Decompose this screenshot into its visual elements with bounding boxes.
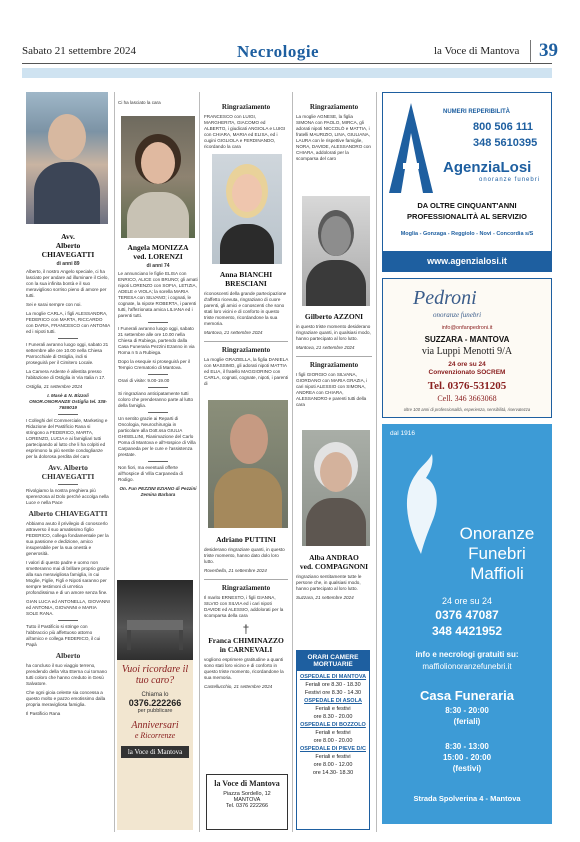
deceased-name: Adriano PUTTINI — [216, 535, 276, 544]
section-heading: Ringraziamento — [309, 103, 359, 111]
deceased-married-name: in CARNEVALI — [219, 645, 273, 654]
section-title: Necrologie — [237, 42, 320, 61]
voce-street: Piazza Sordello, 12 — [223, 791, 271, 797]
ad-logo: la Voce di Mantova — [121, 746, 189, 758]
condolence-text: Che ogni gioia celeste sia concessa a questo molto e pazzo emotissimo dalla propria meravigliosa famiglia. — [26, 690, 106, 707]
obituary-text: Si ringraziano anticipatamente tutti coloro che prenderanno parte al lutto della famiglia. — [118, 391, 194, 408]
ad-voce-ricorrenze — [117, 580, 193, 830]
thanks-text: I figli GIORGIO con SILVANA, GIORDANO con MARIA GRAZIA, i cari nipoti ALESSIO con SIMONA, ANDREA con CHIARA, ALESSANDRO e parenti tutti della cara — [296, 372, 368, 407]
ad-ricorrenze: e Ricorrenze — [134, 731, 176, 740]
ad-agenzia-losi — [382, 92, 552, 272]
maffioli-24h: 24 ore su 24 — [441, 596, 493, 606]
thanks-text: FRANCESCO con LUIGI, MARGHERITA, GIACOMO ed ALBERTO, i giudicati ANGIOLA e LUIGI con CHIARA, MARIA ed ELISA, ed i cugini GIGLIOLA e FERDINANDO, ricordando la cara — [204, 114, 286, 149]
losi-logo-icon — [389, 103, 433, 193]
place-date: Castellucchio, 21 settembre 2024 — [204, 684, 273, 689]
maffioli-since: dal 1916 — [390, 430, 415, 437]
losi-phone-1: 800 506 111 — [473, 121, 533, 133]
voce-city: MANTOVA — [233, 797, 261, 803]
section-heading: Ringraziamento — [309, 361, 359, 369]
hospital-hours: Festivi ore 8.30 - 14.30 — [304, 690, 362, 696]
maffioli-hours-holiday-1: 8:30 - 13:00 — [445, 742, 489, 751]
deceased-name: Angela MONIZZA — [127, 243, 189, 252]
maffioli-line-1: Onoranze — [459, 524, 535, 543]
separator — [58, 620, 78, 621]
funeral-info: La Camera Ardente è allestita presso l'abitazione di Ostiglia in Via Italia n 17. — [26, 369, 106, 380]
maffioli-info-label: info e necrologi gratuiti su: — [415, 650, 519, 659]
deceased-name: Alba ANDRAO — [309, 553, 359, 562]
pedroni-city: SUZZARA - MANTOVA — [424, 335, 510, 344]
portrait-photo — [302, 196, 370, 306]
obituary-text: Un sentito grazie ai Reparti di Oncologia, Neurochirurgia in particolare alla Dott.ssa GIULIA GHISELLINI, Rianimazione del Carlo Poma di Mantova e all'Hospice di Villa Carpaneda per le cure e l'assistenza prestate. — [118, 416, 196, 457]
voce-logo: la Voce di Mantova — [214, 779, 280, 788]
hospital-name: OSPEDALE DI PIEVE D/C — [299, 746, 366, 752]
portrait-photo — [302, 430, 370, 546]
pedroni-email: info@onfanpedroni.it — [441, 325, 493, 331]
separator — [148, 461, 168, 462]
condolence-text: Tutto il Pastificio si stringe con l'abbraccio più affettuoso attorno all'amico e collega FEDERICO, il cui Papà — [26, 624, 101, 647]
mortuary-hours-title: ORARI CAMERE MORTUARIE — [297, 651, 369, 671]
hospital-hours: Feriali e festivi — [315, 730, 351, 736]
section-heading: Ringraziamento — [221, 584, 271, 592]
separator — [58, 484, 78, 485]
maffioli-address: Strada Spolverina 4 - Mantova — [413, 794, 521, 803]
losi-phone-2: 348 5610395 — [473, 137, 538, 149]
dove-icon — [396, 444, 446, 564]
column-divider — [199, 92, 200, 832]
deceased-married-name: ved. COMPAGNONI — [299, 562, 369, 571]
ad-anniversari: Anniversari — [131, 720, 179, 731]
publication-name: la Voce di Mantova — [434, 45, 520, 57]
obituary-text: Sei e sarai sempre con noi. — [26, 302, 82, 307]
condolence-signers: GIAN LUCA ed ANTONELLA, GIOVANNI ed ANTONIA, GIOVANNI e MARIA SOLE RANA. — [26, 599, 110, 616]
column-divider — [376, 92, 377, 832]
thanks-text: La moglie AGNESE, la figlia SIMONA con PAOLO, MIRCA, gli adorati nipoti NICCOLÒ e MATTIA, i fratelli MAURIZIO, LINA, GIULIANA, LAURA con le rispettive famiglie, NORA, DAVIDE, ALESSANDRO con CHIARA, addolorati per la scomparsa del caro — [296, 114, 371, 161]
mortuary-hours-box — [296, 650, 370, 830]
ad-pedroni — [382, 278, 552, 418]
thanks-text: in questo triste momento desiderano ringraziare quanti, in qualsiasi modo, hanno partecipato al loro lutto. — [296, 324, 371, 341]
losi-website: www.agenzialosi.it — [383, 251, 551, 271]
maffioli-phone-2: 348 4421952 — [431, 624, 503, 638]
hospital-hours: Feriali ore 8.30 - 18.30 — [305, 682, 361, 688]
cross-icon: † — [242, 622, 250, 636]
deceased-name: Avv. Alberto CHIAVEGATTI — [41, 463, 95, 481]
funeral-info: I Funerali avranno luogo oggi, sabato 21 settembre alle ore 10.00 nella Chiesa Parrocchiale di Ostiglia, indi si proseguirà per il Cimitero Locale. — [26, 342, 109, 365]
place-date: Mantova, 21 settembre 2024 — [296, 345, 355, 350]
pedroni-phone: Tel. 0376-531205 — [427, 380, 507, 392]
hospital-hours: Feriali e festivi — [315, 706, 351, 712]
hospital-name: OSPEDALE DI MANTOVA — [299, 674, 367, 680]
pedroni-subtitle: onoranze funebri — [433, 311, 482, 319]
thanks-text: La moglie GRAZIELLA, la figlia DANIELA con MASSIMO, gli adorati nipoti MATTIA ed ELIA, il fratello MAGGIORINO con CARLA, cognati, cognate, nipoti, i parenti di — [204, 357, 289, 386]
ad-headline: Vuoi ricordare il tuo caro? — [121, 664, 189, 686]
page-number: 39 — [530, 40, 558, 62]
funeral-agency: I. Masè & N. Bizzoli ONOR.ONORANZE Ostiglia tel. 338-7659019 — [29, 393, 107, 410]
condolence-signer: Il Pastificio Rana — [26, 711, 61, 716]
obituary-text: La moglie CARLA, i figli ALESSANDRA, FEDERICO con MARTA, RICCARDO con DARIA, FRANCESCO con ANTONIA ed i nipoti tutti. — [26, 311, 110, 334]
losi-reperibility: NUMERI REPERIBILITÀ — [443, 109, 511, 115]
deceased-name: Franca CHIMINAZZO — [208, 636, 284, 645]
column-divider — [292, 92, 293, 832]
intro-text: Ci ha lasciato la cara — [118, 100, 161, 105]
pedroni-24h: 24 ore su 24 — [448, 361, 486, 368]
place-date: Ostiglia, 21 settembre 2024 — [26, 384, 83, 389]
hospital-hours: ore 8.00 - 20.00 — [313, 738, 353, 744]
losi-name: AgenziaLosi — [443, 159, 532, 176]
deceased-name: Alberto CHIAVEGATTI — [28, 509, 108, 518]
losi-towns: Moglia - Gonzaga - Reggiolo - Novi - Concordia s/S — [400, 231, 534, 237]
funeral-info: Dopo la esequie si proseguirà per il Tempio Crematorio di Mantova. — [118, 359, 191, 370]
losi-claim-2: PROFESSIONALITÀ AL SERVIZIO — [407, 212, 527, 221]
pedroni-cell: Cell. 346 3663068 — [437, 394, 497, 403]
losi-claim-1: DA OLTRE CINQUANT'ANNI — [417, 201, 517, 210]
hospital-hours: ore 14.30- 18.30 — [312, 770, 354, 776]
condolence-text: I Colleghi del Commerciale, Marketing e Ridazione del Pastificio Rana si stringono a FEDERICO, MARTA, LORENZO, LUCIA e ai famigliari tutti partecipando al lutto che li ha colpiti ed esprimono la più sentite condoglianze per la dolorosa perdita del caro — [26, 418, 108, 459]
hospital-name: OSPEDALE DI ASOLA — [304, 698, 362, 704]
maffioli-hours-weekday: 8:30 - 20:00 — [445, 706, 489, 715]
deceased-name: Gilberto AZZONI — [304, 312, 364, 321]
deceased-surname: BRESCIANI — [225, 279, 267, 288]
thanks-text: vogliono esprimere gratitudine a quanti sono stati loro vicino e di conforto in questo triste momento, ricordandone la sua memoria. — [204, 657, 284, 680]
funeral-info: I Funerali avranno luogo oggi, sabato 21 settembre alle ore 10.00 nella Chiesa di Rubiega, partendo dalla Casa Funeraria Pezzini Ezanno in via Roma n 5 a Rubiega. — [118, 326, 195, 355]
pedroni-socrem: Convenzionato SOCREM — [428, 369, 506, 376]
maffioli-phone-1: 0376 47087 — [435, 608, 499, 622]
header-band — [22, 68, 552, 78]
condolence-text: Rivolgiamo la nostra preghiera più sperenzosa al Dolo perché accolga nella Luce e nella Pace — [26, 488, 109, 505]
deceased-age: di anni 74 — [146, 263, 170, 269]
thanks-text: riconoscenti della grande partecipazione d'affetto ricevuta, ringraziano di cuore parenti, gli amici e conoscenti che sono stati loro vicini e di conforto in questo triste momento, ricordandone la sua memoria. — [204, 291, 287, 326]
maffioli-hours-weekday-label: (feriali) — [453, 717, 481, 726]
condolence-text: Abbiamo avuto il privilegio di conoscerlo attraverso il suo amatissimo figlio FEDERICO, collega fondamentale per la sua passione e dedizione, amico insuperabile per la sua onestà e generosità. — [26, 521, 109, 556]
hospital-hours: ore 8.30 - 20.00 — [313, 714, 353, 720]
deceased-name: Alberto — [55, 651, 81, 660]
place-date: Suzzara, 21 settembre 2024 — [296, 595, 354, 600]
maffioli-line-2: Funebri — [468, 544, 526, 563]
deceased-married-name: ved. LORENZI — [133, 252, 183, 261]
maffioli-casa-funeraria: Casa Funeraria — [420, 688, 514, 703]
hospital-name: OSPEDALE DI BOZZOLO — [300, 722, 366, 728]
section-heading: Ringraziamento — [221, 103, 271, 111]
separator — [58, 414, 78, 415]
issue-date: Sabato 21 settembre 2024 — [22, 45, 136, 57]
obituary-text: Non fiori, ma eventuali offerte all'hospice di Villa Carpaneda di Rodigo. — [118, 465, 183, 482]
separator — [58, 338, 78, 339]
voce-phone: Tel. 0376 222266 — [225, 803, 269, 809]
ad-publish-label: per pubblicare — [137, 708, 173, 714]
column-divider — [114, 92, 115, 832]
ad-phone: 0376.222266 — [128, 698, 182, 708]
losi-subtitle: onoranze funebri — [479, 177, 541, 183]
ad-photo — [117, 580, 193, 660]
condolence-text: I valori di questo padre e uomo non smetteranno mai di brillare proprio grazie alla sua meravigliosa famiglia, in cui Moglie, Figlie, Figli e Nipoti saranno per sempre testimoni di un'etica profondissima e di un amore senza fine. — [26, 560, 110, 595]
portrait-photo — [26, 92, 108, 224]
thanks-text: Il marito ERNESTO, i figli GIANNA, SILVIO con SILVIA ed i cari nipoti DAVIDE ed ALESSIO, addolorati per la scomparsa della cara — [204, 595, 284, 618]
separator — [148, 387, 168, 388]
thanks-text: desiderano ringraziare quanti, in questo triste momento, hanno dato dolo loro lutto. — [204, 547, 285, 564]
deceased-age: di anni 89 — [56, 261, 80, 267]
thanks-text: ringraziano sentitamente tutte le persone che, in qualsiasi modo, hanno partecipato al loro lutto. — [296, 574, 362, 591]
portrait-photo — [212, 154, 282, 264]
section-heading: Ringraziamento — [221, 346, 271, 354]
funeral-agency: On. Fun PEZZINI EZIANO di Pezzini Zemina Barbara — [119, 486, 197, 497]
place-date: Roverbella, 21 settembre 2024 — [204, 568, 267, 573]
separator — [148, 322, 168, 323]
deceased-title: Avv. — [61, 232, 75, 241]
hospital-hours: ore 8.00 - 12.00 — [313, 762, 353, 768]
pedroni-footer: oltre 100 anni di professionalità, esperienza, sensibilità, riservatezza — [403, 407, 531, 412]
maffioli-hours-holiday-2: 15:00 - 20:00 — [442, 753, 492, 762]
condolence-text: ha concluso il suo viaggio terreno, prendendo della Vita Eterna cui tornano tutti coloro che hanno creduto in Gesù Salvatore. — [26, 663, 107, 686]
portrait-photo — [121, 116, 195, 238]
visiting-hours: Orari di visite: 9.00-19.00 — [118, 378, 170, 383]
ad-maffioli — [382, 424, 552, 824]
pedroni-name: Pedroni — [413, 287, 477, 309]
ad-call-label: Chiama lo — [141, 692, 169, 698]
deceased-name: Anna BIANCHI — [219, 270, 273, 279]
page-header — [22, 40, 558, 64]
place-date: Mantova, 21 settembre 2024 — [204, 330, 263, 335]
separator — [148, 412, 168, 413]
maffioli-website: maffiolionoranzefunebri.it — [422, 662, 512, 671]
pedroni-street: via Luppi Menotti 9/A — [421, 346, 513, 357]
obituary-text: Le annunciano le figlie ELISA con ENRICO, ALICE con BRUNO; gli amati nipoti LORENZO con SOFIA, LETIZIA, ADELE e VIOLA; la sorella MARIA TERESA con SILVANO; i cognati, le cognate, la nipote ROBERTA, i parenti tutti, l'affezionata amica LILIANA ed i parenti tutti. — [118, 271, 198, 318]
obituary-text: Alberto, il nostro Angelo speciale, ci ha lasciato per andare ad illuminare il Cielo, con la sua infinita bontà e il suo meraviglioso sorriso pieno di amore per tutti. — [26, 269, 109, 298]
portrait-photo — [208, 400, 288, 528]
separator — [148, 374, 168, 375]
voce-address-box — [206, 774, 288, 830]
deceased-firstname: Alberto — [55, 241, 81, 250]
maffioli-line-3: Maffioli — [470, 564, 524, 583]
hospital-hours: Feriali e festivi — [315, 754, 351, 760]
deceased-surname: CHIAVEGATTI — [41, 250, 95, 259]
maffioli-hours-holiday-label: (festivi) — [452, 764, 482, 773]
